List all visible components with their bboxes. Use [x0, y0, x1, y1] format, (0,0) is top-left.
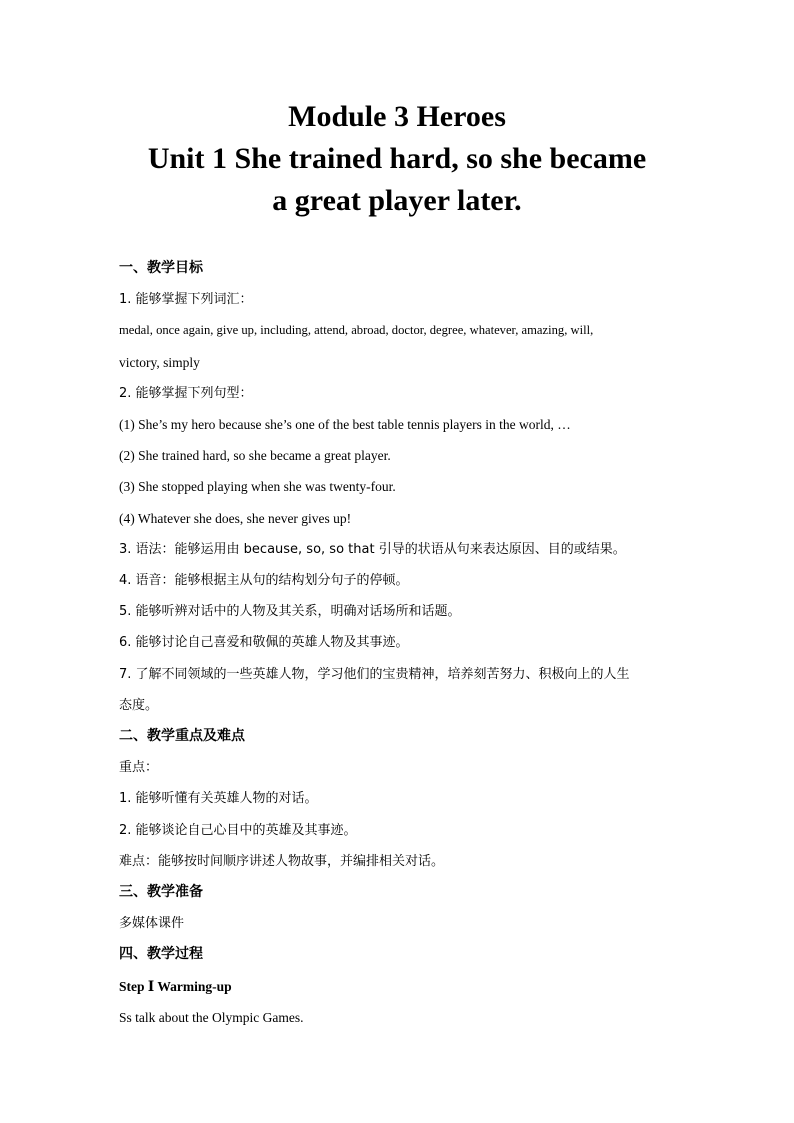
objective-item-pronunciation: 4. 语音：能够根据主从句的结构划分句子的停顿。 [119, 573, 409, 589]
objective-item-values-line-2: 态度。 [119, 697, 159, 713]
sentence-pattern-3: (3) She stopped playing when she was twenty-four. [119, 479, 396, 495]
objective-item-grammar: 3. 语法：能够运用由 because, so, so that 引导的状语从句来表达原因、目的或结果。 [119, 541, 626, 557]
objective-item-values-line-1: 7. 了解不同领域的一些英雄人物，学习他们的宝贵精神，培养刻苦努力、积极向上的人生 [119, 666, 630, 682]
step-text-warming-up: Ss talk about the Olympic Games. [119, 1009, 304, 1025]
document-body [119, 253, 679, 1033]
preparation-text: 多媒体课件 [119, 916, 185, 932]
title-line-unit: Unit 1 She trained hard, so she became [147, 142, 647, 175]
key-point-1: 1. 能够听懂有关英雄人物的对话。 [119, 791, 318, 807]
sentence-pattern-4: (4) Whatever she does, she never gives up! [119, 510, 352, 526]
vocab-list-line-1: medal, once again, give up, including, attend, abroad, doctor, degree, whatever, amazing, will, [119, 323, 594, 338]
section-heading-preparation: 三、教学准备 [119, 884, 203, 901]
sentence-pattern-1: (1) She’s my hero because she’s one of the best table tennis players in the world, … [119, 417, 571, 433]
objective-item-listening: 5. 能够听辨对话中的人物及其关系，明确对话场所和话题。 [119, 604, 461, 620]
document-title [0, 96, 794, 222]
title-line-unit-continued: a great player later. [272, 184, 522, 217]
section-heading-objectives: 一、教学目标 [119, 260, 203, 276]
section-heading-procedure: 四、教学过程 [119, 946, 203, 963]
key-points-label: 重点： [119, 760, 159, 776]
sentence-pattern-2: (2) She trained hard, so she became a great player. [119, 448, 391, 464]
title-line-module: Module 3 Heroes [288, 100, 506, 133]
key-point-2: 2. 能够谈论自己心目中的英雄及其事迹。 [119, 822, 357, 838]
section-heading-key-points: 二、教学重点及难点 [119, 728, 245, 745]
step-heading-warming-up: Step Ⅰ Warming-up [119, 978, 232, 994]
objective-item-sentences-label: 2. 能够掌握下列句型： [119, 385, 253, 401]
objective-item-speaking: 6. 能够讨论自己喜爱和敬佩的英雄人物及其事迹。 [119, 635, 409, 651]
difficult-point: 难点：能够按时间顺序讲述人物故事，并编排相关对话。 [119, 853, 445, 869]
objective-item-vocab-label: 1. 能够掌握下列词汇： [119, 292, 253, 308]
vocab-list-line-2: victory, simply [119, 354, 200, 370]
